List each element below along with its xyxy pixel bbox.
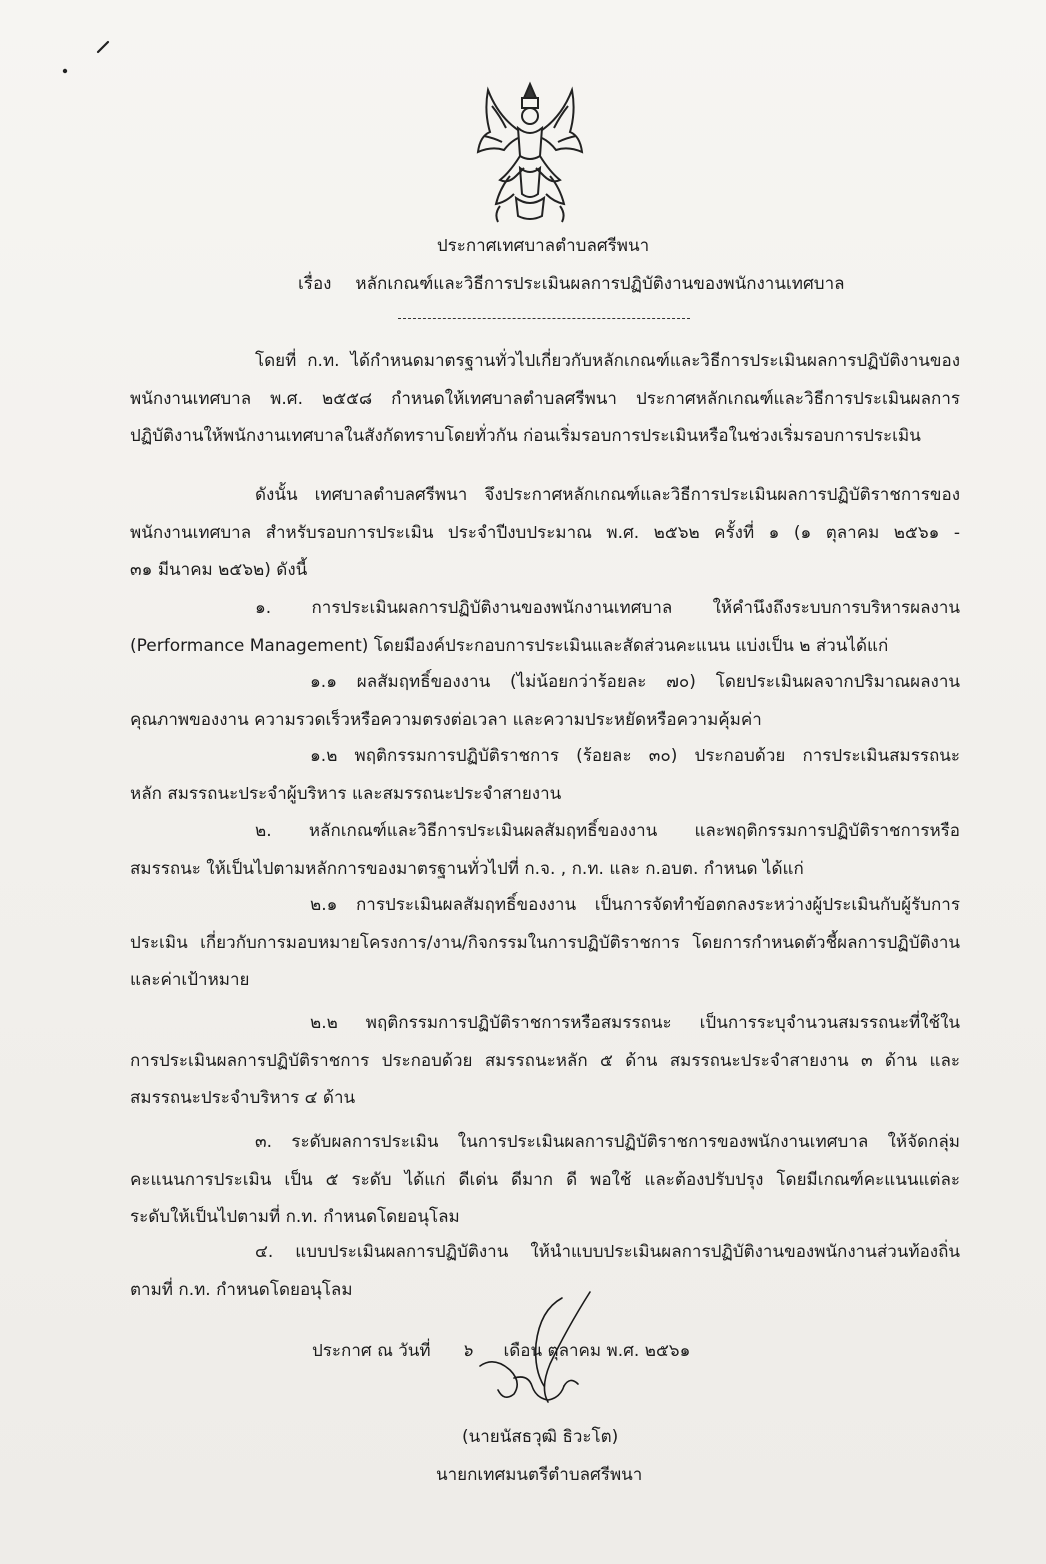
body-line: สมรรถนะ ให้เป็นไปตามหลักการของมาตรฐานทั่วไปที่ ก.จ. , ก.ท. และ ก.อบต. กำหนด ได้แก่: [130, 858, 804, 879]
body-line: ๓๑ มีนาคม ๒๕๖๒) ดังนี้: [130, 560, 308, 581]
body-line: การประเมินผลการปฏิบัติราชการ ประกอบด้วย สมรรถนะหลัก ๕ ด้าน สมรรถนะประจำสายงาน ๓ ด้าน และ: [130, 1050, 960, 1071]
item-1: [130, 590, 960, 665]
body-line: ตามที่ ก.ท. กำหนดโดยอนุโลม: [130, 1279, 353, 1300]
stray-mark-icon: [96, 40, 110, 54]
body-line: (Performance Management) โดยมีองค์ประกอบการประเมินและสัดส่วนคะแนน แบ่งเป็น ๒ ส่วนได้แก่: [130, 635, 889, 656]
announce-month-year: เดือน ตุลาคม พ.ศ. ๒๕๖๑: [503, 1341, 691, 1361]
body-line: ประเมิน เกี่ยวกับการมอบหมายโครงการ/งาน/กิจกรรมในการปฏิบัติราชการ โดยการกำหนดตัวชี้ผลการปฏิบัติงาน: [130, 932, 960, 953]
body-line: ระดับให้เป็นไปตามที่ ก.ท. กำหนดโดยอนุโลม: [130, 1207, 460, 1228]
stray-dot-icon: [62, 68, 68, 74]
body-line: พนักงานเทศบาล พ.ศ. ๒๕๕๘ กำหนดให้เทศบาลตำบลศรีพนา ประกาศหลักเกณฑ์และวิธีการประเมินผลการ: [130, 388, 960, 409]
body-line: ๒. หลักเกณฑ์และวิธีการประเมินผลสัมฤทธิ์ของงาน และพฤติกรรมการปฏิบัติราชการหรือ: [255, 821, 960, 841]
item-2: [130, 813, 960, 888]
body-line: ดังนั้น เทศบาลตำบลศรีพนา จึงประกาศหลักเกณฑ์และวิธีการประเมินผลการปฏิบัติราชการของ: [255, 485, 960, 505]
body-line: และค่าเป้าหมาย: [130, 970, 250, 991]
subject-line: [298, 270, 998, 297]
subject-text: หลักเกณฑ์และวิธีการประเมินผลการปฏิบัติงานของพนักงานเทศบาล: [355, 274, 845, 294]
intro-paragraph: [130, 343, 960, 456]
body-line: ๑.๒ พฤติกรรมการปฏิบัติราชการ (ร้อยละ ๓๐) ประกอบด้วย การประเมินสมรรถนะ: [310, 746, 960, 766]
item-1-2: [130, 738, 960, 813]
body-line: โดยที่ ก.ท. ได้กำหนดมาตรฐานทั่วไปเกี่ยวกับหลักเกณฑ์และวิธีการประเมินผลการปฏิบัติงานของ: [255, 351, 960, 371]
body-line: ๑. การประเมินผลการปฏิบัติงานของพนักงานเทศบาล ให้คำนึงถึงระบบการบริหารผลงาน: [255, 598, 960, 618]
title-divider: [398, 318, 690, 319]
body-line: หลัก สมรรถนะประจำผู้บริหาร และสมรรถนะประจำสายงาน: [130, 783, 562, 804]
item-2-1: [130, 887, 960, 1000]
announce-day: ๖: [461, 1341, 473, 1361]
body-line: ๔. แบบประเมินผลการปฏิบัติงาน ให้นำแบบประเมินผลการปฏิบัติงานของพนักงานส่วนท้องถิ่น: [255, 1242, 960, 1262]
item-2-2: [130, 1005, 960, 1118]
announce-paragraph: [130, 477, 960, 590]
item-3: [130, 1124, 960, 1237]
body-line: คะแนนการประเมิน เป็น ๕ ระดับ ได้แก่ ดีเด่น ดีมาก ดี พอใช้ และต้องปรับปรุง โดยมีเกณฑ์คะแนนแต่ละ: [130, 1169, 960, 1190]
handwritten-signature: [470, 1290, 650, 1420]
body-line: ปฏิบัติงานให้พนักงานเทศบาลในสังกัดทราบโดยทั่วกัน ก่อนเริ่มรอบการประเมินหรือในช่วงเริ่มรอบการประเมิน: [130, 426, 921, 447]
body-line: สมรรถนะประจำบริหาร ๔ ด้าน: [130, 1088, 356, 1109]
garuda-emblem-icon: [470, 76, 590, 226]
subject-label: เรื่อง: [298, 274, 332, 294]
signer-name: (นายนัสธวุฒิ ธิวะโต): [462, 1427, 619, 1447]
announce-label: ประกาศ ณ วันที่: [312, 1341, 431, 1361]
body-line: ๑.๑ ผลสัมฤทธิ์ของงาน (ไม่น้อยกว่าร้อยละ ๗๐) โดยประเมินผลจากปริมาณผลงาน: [310, 672, 960, 692]
announcement-title: ประกาศเทศบาลตำบลศรีพนา: [436, 236, 650, 256]
body-line: คุณภาพของงาน ความรวดเร็วหรือความตรงต่อเวลา และความประหยัดหรือความคุ้มค่า: [130, 709, 762, 730]
signer-title: นายกเทศมนตรีตำบลศรีพนา: [436, 1465, 643, 1485]
item-1-1: [130, 664, 960, 739]
body-line: ๓. ระดับผลการประเมิน ในการประเมินผลการปฏิบัติราชการของพนักงานเทศบาล ให้จัดกลุ่ม: [255, 1132, 960, 1152]
body-line: ๒.๒ พฤติกรรมการปฏิบัติราชการหรือสมรรถนะ เป็นการระบุจำนวนสมรรถนะที่ใช้ใน: [310, 1013, 960, 1033]
body-line: พนักงานเทศบาล สำหรับรอบการประเมิน ประจำปีงบประมาณ พ.ศ. ๒๕๖๒ ครั้งที่ ๑ (๑ ตุลาคม ๒๕๖๑ -: [130, 522, 960, 543]
body-line: ๒.๑ การประเมินผลสัมฤทธิ์ของงาน เป็นการจัดทำข้อตกลงระหว่างผู้ประเมินกับผู้รับการ: [310, 895, 960, 915]
